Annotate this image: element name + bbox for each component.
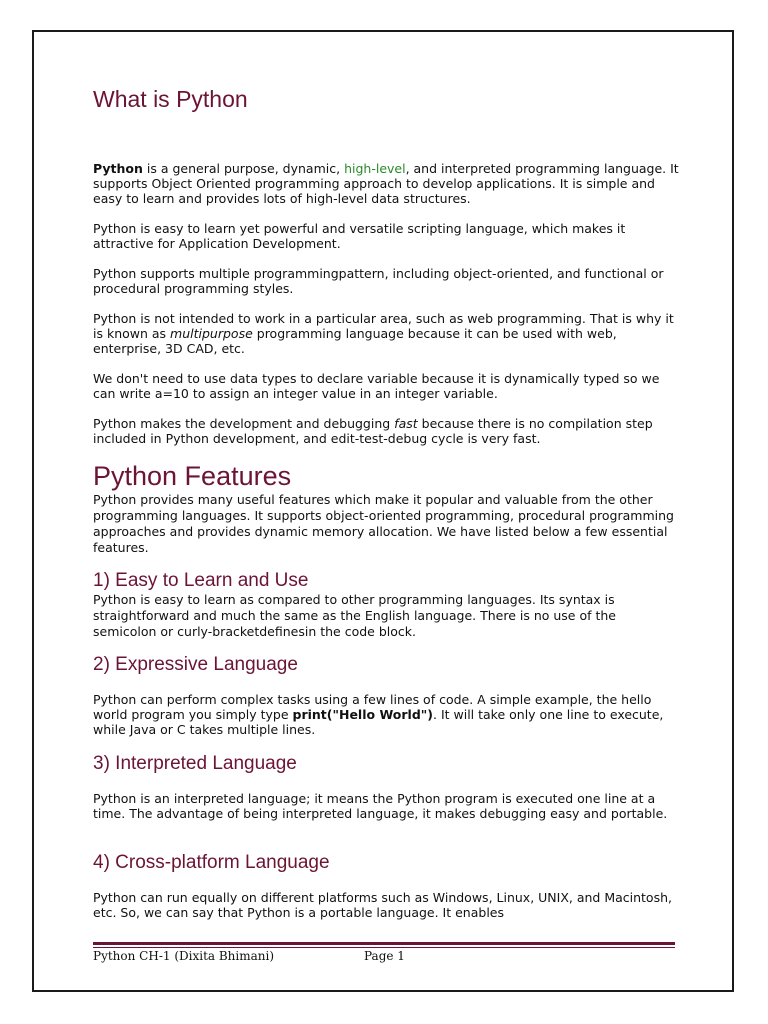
features-intro: Python provides many useful features which make it popular and valuable from the other programming languages. It supports object-oriented programming, procedural programming approaches and provides dynamic memory allocation. We have listed below a few essential features.: [93, 492, 674, 555]
footer-page-number: Page 1: [364, 949, 405, 963]
intro-p4-text-a: Python is not intended to work in a particular area, such as web programming. That is why it is known as: [93, 311, 674, 341]
python-bold-term: Python: [93, 161, 143, 176]
multipurpose-italic: multipurpose: [170, 326, 253, 341]
feature-2-text-b: . It will take only one line to execute, while Java or C takes multiple lines.: [93, 707, 664, 737]
feature-4-heading: 4) Cross-platform Language: [93, 852, 330, 873]
feature-3-text: Python is an interpreted language; it means the Python program is executed one line at a time. The advantage of being interpreted language, it makes debugging easy and portable.: [93, 791, 668, 821]
feature-2-text-a: Python can perform complex tasks using a few lines of code. A simple example, the hello world program you simply type: [93, 692, 652, 722]
intro-paragraph-2: Python is easy to learn yet powerful and versatile scripting language, which makes it attractive for Application Development.: [93, 221, 626, 251]
hello-world-code: print("Hello World"): [292, 707, 433, 722]
fast-italic: fast: [394, 416, 418, 431]
intro-p6-text-b: because there is no compilation step included in Python development, and edit-test-debug cycle is very fast.: [93, 416, 653, 446]
footer-rule-thin: [93, 947, 675, 948]
intro-p6-text-a: Python makes the development and debugging: [93, 416, 395, 431]
intro-paragraph-3: Python supports multiple programmingpattern, including object-oriented, and functional or procedural programming styles.: [93, 266, 664, 296]
feature-2-heading: 2) Expressive Language: [93, 654, 298, 675]
intro-paragraph-4: [93, 311, 683, 356]
page-title: What is Python: [93, 86, 248, 112]
intro-paragraph-6: [93, 416, 683, 446]
feature-1-heading: 1) Easy to Learn and Use: [93, 570, 309, 591]
footer-document-title: Python CH-1 (Dixita Bhimani): [93, 949, 275, 963]
intro-paragraph-5: We don't need to use data types to declare variable because it is dynamically typed so we can write a=10 to assign an integer value in an integer variable.: [93, 371, 660, 401]
intro-p1-text-b: , and interpreted programming language. It supports Object Oriented programming approach to develop applications. It is simple and easy to learn and provides lots of high-level data structures.: [93, 161, 679, 206]
intro-paragraph-1: [93, 161, 683, 206]
feature-2-text: [93, 692, 683, 737]
feature-3-heading: 3) Interpreted Language: [93, 753, 297, 774]
feature-4-text: Python can run equally on different platforms such as Windows, Linux, UNIX, and Macintosh, etc. So, we can say that Python is a portable language. It enables: [93, 890, 672, 920]
footer-rule-thick: [93, 942, 675, 945]
intro-p1-text-a: is a general purpose, dynamic,: [142, 161, 345, 176]
intro-p4-text-b: programming language because it can be used with web, enterprise, 3D CAD, etc.: [93, 326, 617, 356]
feature-1-text: Python is easy to learn as compared to other programming languages. Its syntax is straightforward and much the same as the English language. There is no use of the semicolon or curly-bracketdefinesin the code block.: [93, 592, 616, 639]
high-level-link[interactable]: high-level: [344, 161, 406, 176]
features-heading: Python Features: [93, 461, 292, 491]
